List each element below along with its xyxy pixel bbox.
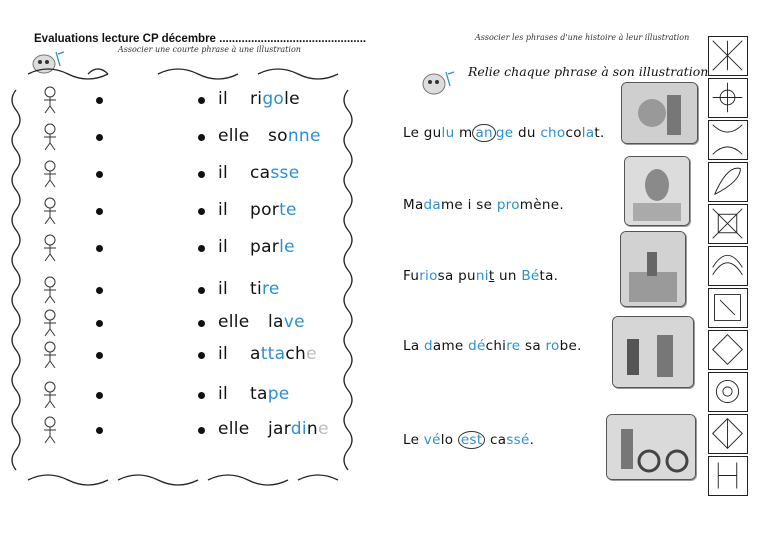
syllable: por [250,200,280,220]
sentence-part: ni [475,268,489,284]
decorative-tile [708,246,748,286]
story-photo-3 [620,231,686,307]
syllable: ch [285,344,307,364]
verb [250,237,295,257]
sentence-part: me i se [440,197,497,213]
sentence-part: mène. [519,197,564,213]
bullet-left[interactable] [96,392,103,399]
pronoun: il [218,384,229,404]
decorative-tile [708,330,748,370]
bullet-right[interactable] [198,208,205,215]
syllable: sse [270,163,300,183]
sentence-part: Fu [403,268,420,284]
bullet-right[interactable] [198,97,205,104]
illustration-thumb [36,84,72,114]
sentence-part: ame [432,338,469,354]
story-photo-2 [624,156,690,226]
bullet-right[interactable] [198,287,205,294]
sentence-part: m [454,125,473,141]
sentence-part: dé [468,338,486,354]
decorative-tile [708,414,748,454]
verb [268,126,321,146]
sentence-part: Le [403,125,424,141]
bullet-left[interactable] [96,171,103,178]
syllable: ca [250,163,271,183]
sentence-part: chi [485,338,507,354]
story-photo-4 [612,316,694,388]
sentence-part: La [403,338,424,354]
bullet-right[interactable] [198,427,205,434]
syllable: n [306,419,318,439]
verb [268,419,329,439]
syllable: jar [268,419,291,439]
illustration-thumb [36,307,72,337]
illustration-thumb [36,158,72,188]
verb [268,312,305,332]
sentence-part: be. [559,338,582,354]
bullet-right[interactable] [198,134,205,141]
verb [250,200,297,220]
syllable: e [317,419,329,439]
bullet-left[interactable] [96,134,103,141]
sentence-part: lu [441,125,455,141]
sentence-part: pu [453,268,476,284]
illustration-thumb [36,195,72,225]
syllable: di [290,419,307,439]
story-sentence [403,197,564,213]
verb [250,89,300,109]
story-sentence [403,125,605,141]
pronoun: il [218,237,229,257]
illustration-thumb [36,232,72,262]
bullet-left[interactable] [96,320,103,327]
decorative-tile [708,288,748,328]
syllable: e [306,344,317,364]
syllable: pe [267,384,290,404]
sentence-part: sa [520,338,546,354]
illustration-thumb [36,339,72,369]
sentence-part: ge [495,125,514,141]
story-subtitle: Associer les phrases d'une histoire à leur illustration [475,33,690,42]
sentence-part: t [594,125,600,141]
bullet-right[interactable] [198,320,205,327]
pronoun: il [218,163,229,183]
syllable: tta [260,344,286,364]
bullet-left[interactable] [96,245,103,252]
bullet-right[interactable] [198,352,205,359]
sentence-part: gu [423,125,442,141]
sentence-part: da [423,197,441,213]
sentence-part: co [565,125,582,141]
pronoun: il [218,344,229,364]
sentence-part: cho [540,125,566,141]
syllable: re [262,279,280,299]
syllable: ta [250,384,268,404]
decorative-tile [708,120,748,160]
sentence-part: Ma [403,197,424,213]
pronoun: il [218,89,229,109]
pronoun: elle [218,419,250,439]
sentence-part: d [424,338,433,354]
sentence-part: . [599,125,605,141]
decorative-tile [708,456,748,496]
story-sentence [403,432,534,448]
syllable: a [250,344,261,364]
sentence-part: vé [423,432,441,448]
syllable: ti [250,279,262,299]
sentence-part: . [529,432,535,448]
sentence-part: an [472,124,495,142]
syllable: so [268,126,288,146]
instruction: Relie chaque phrase à son illustration [468,64,709,79]
sentence-part: ro [545,338,560,354]
story-sentence [403,268,558,284]
sentence-part: un [494,268,522,284]
pronoun: elle [218,312,250,332]
sentence-part: pro [496,197,520,213]
mascot-icon-right [420,66,460,104]
decorative-tile [708,372,748,412]
sentence-part: du [513,125,541,141]
pronoun: il [218,279,229,299]
verb [250,344,317,364]
syllable: ri [250,89,263,109]
illustration-thumb [36,379,72,409]
sentence-part: la [581,125,595,141]
sentence-part: ta. [539,268,559,284]
decorative-tile [708,36,748,76]
sentence-part: lo [440,432,458,448]
syllable: par [250,237,280,257]
syllable: te [279,200,297,220]
sentence-part: rio [419,268,438,284]
story-photo-5 [606,414,696,480]
bullet-left[interactable] [96,208,103,215]
bullet-left[interactable] [96,287,103,294]
bullet-right[interactable] [198,245,205,252]
syllable: la [268,312,284,332]
sentence-part: ssé [506,432,530,448]
sentence-part: Le [403,432,424,448]
illustration-thumb [36,121,72,151]
syllable: nne [287,126,321,146]
sentence-part: re [506,338,521,354]
decorative-tile-strip [708,36,748,496]
story-sentence [403,338,582,354]
bullet-left[interactable] [96,427,103,434]
verb [250,279,280,299]
illustration-thumb [36,414,72,444]
syllable: le [279,237,295,257]
decorative-tile [708,78,748,118]
illustration-thumb [36,274,72,304]
syllable: go [262,89,285,109]
sentence-part: sa [437,268,454,284]
decorative-tile [708,204,748,244]
bullet-left[interactable] [96,352,103,359]
bullet-right[interactable] [198,171,205,178]
worksheet-subtitle: Associer une courte phrase à une illustration [118,45,301,54]
pronoun: il [218,200,229,220]
sentence-part: t [488,268,495,284]
worksheet-title: Evaluations lecture CP décembre .............................................. [34,33,367,45]
bullet-left[interactable] [96,97,103,104]
story-photo-1 [621,82,698,144]
bullet-right[interactable] [198,392,205,399]
sentence-part: ca [490,432,507,448]
verb [250,384,290,404]
sentence-part: Bé [521,268,540,284]
verb [250,163,299,183]
syllable: le [284,89,300,109]
sentence-part: est [458,431,486,449]
syllable: ve [283,312,305,332]
decorative-tile [708,162,748,202]
pronoun: elle [218,126,250,146]
